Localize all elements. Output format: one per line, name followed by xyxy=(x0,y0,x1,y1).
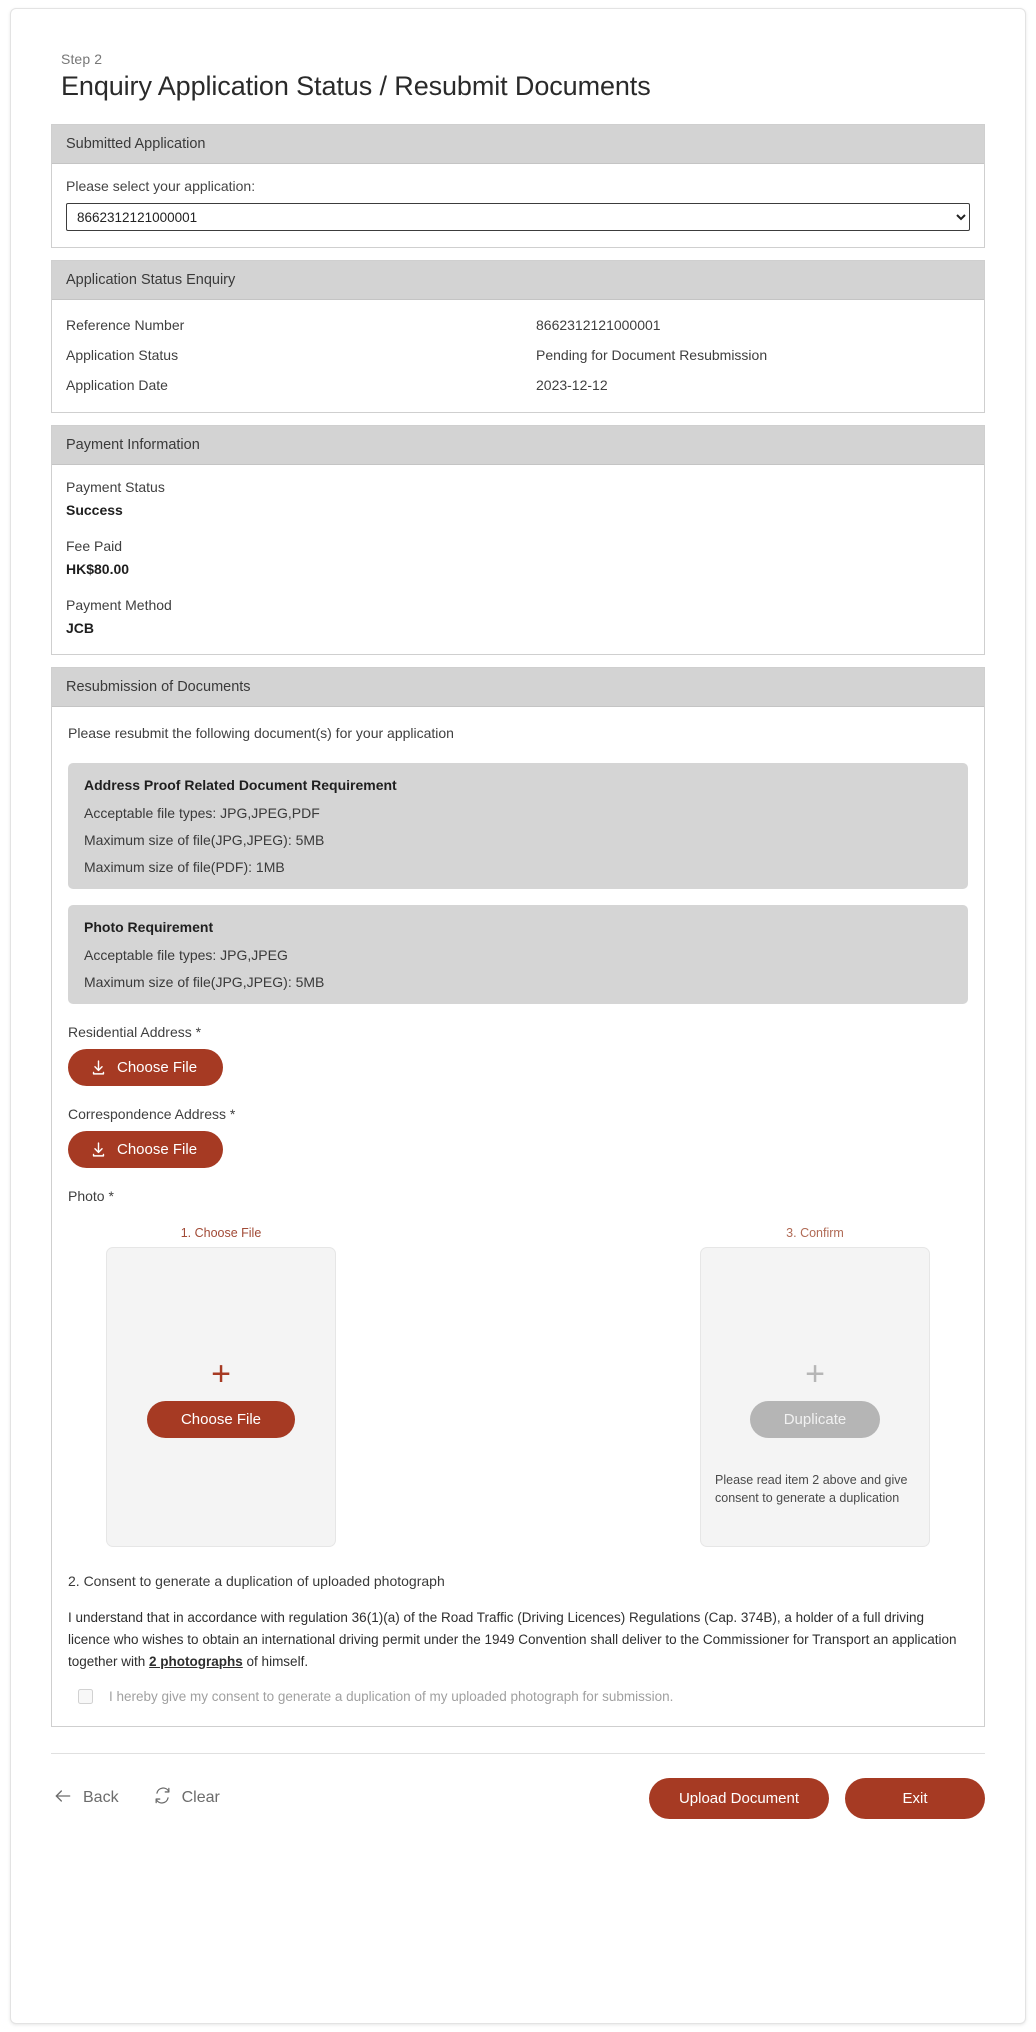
status-enquiry-body xyxy=(52,300,984,412)
refresh-icon xyxy=(153,1786,172,1810)
clear-button[interactable] xyxy=(151,1784,222,1812)
fee-paid-label: Fee Paid xyxy=(66,538,123,554)
consent-title: 2. Consent to generate a duplication of uploaded photograph xyxy=(68,1573,445,1589)
application-select-label: Please select your application: xyxy=(66,178,256,194)
photo-requirement-title: Photo Requirement xyxy=(84,919,214,935)
fee-paid-block xyxy=(66,538,970,577)
photo-step-1-label: 1. Choose File xyxy=(180,1226,262,1240)
residential-address-choose-file-label: Choose File xyxy=(117,1059,198,1076)
payment-status-block xyxy=(66,479,970,518)
photo-step-3-label: 3. Confirm xyxy=(786,1226,844,1240)
photo-label: Photo * xyxy=(68,1188,114,1204)
application-status-label: Application Status xyxy=(66,347,179,363)
payment-information-header: Payment Information xyxy=(52,426,984,465)
step-label: Step 2 xyxy=(61,51,103,67)
application-date-value: 2023-12-12 xyxy=(536,377,608,393)
address-proof-requirement-title: Address Proof Related Document Requirement xyxy=(84,777,397,793)
photo-requirement-card xyxy=(68,905,968,1004)
resubmission-body xyxy=(52,707,984,1726)
address-proof-requirement-card xyxy=(68,763,968,889)
back-button-label: Back xyxy=(83,1789,119,1807)
requirement-line: Maximum size of file(PDF): 1MB xyxy=(84,859,285,875)
exit-button[interactable]: Exit xyxy=(845,1778,985,1819)
consent-paragraph-before: I understand that in accordance with regulation 36(1)(a) of the Road Traffic (Driving Licences) Regulations (Cap. 374B), a holder of a full driving licence who wishes to obtain an international driving permit under the 1949 Convention shall deliver to the Commissioner for Transport an application together with xyxy=(68,1610,957,1669)
table-row xyxy=(66,374,970,396)
requirement-line: Acceptable file types: JPG,JPEG,PDF xyxy=(84,805,320,821)
photo-upload-area xyxy=(106,1226,930,1547)
reference-number-label: Reference Number xyxy=(66,317,185,333)
application-date-label: Application Date xyxy=(66,377,168,393)
correspondence-address-label: Correspondence Address * xyxy=(68,1106,236,1122)
resubmission-intro: Please resubmit the following document(s) for your application xyxy=(68,725,454,741)
plus-icon: + xyxy=(211,1354,231,1393)
consent-checkbox-row[interactable] xyxy=(68,1689,968,1704)
consent-paragraph-after: of himself. xyxy=(242,1653,309,1669)
photo-choose-dropzone[interactable] xyxy=(106,1247,336,1547)
download-icon xyxy=(90,1059,107,1076)
resubmission-panel xyxy=(51,667,985,1727)
payment-status-value: Success xyxy=(66,502,123,518)
correspondence-address-choose-file-button[interactable] xyxy=(68,1131,223,1168)
duplicate-button[interactable]: Duplicate xyxy=(750,1401,881,1438)
requirement-line: Maximum size of file(JPG,JPEG): 5MB xyxy=(84,832,325,848)
duplicate-hint-text: Please read item 2 above and give consent to generate a duplication xyxy=(715,1473,908,1506)
payment-information-panel xyxy=(51,425,985,655)
arrow-left-icon xyxy=(53,1786,73,1811)
photo-choose-column xyxy=(106,1226,336,1547)
resubmission-header: Resubmission of Documents xyxy=(52,668,984,707)
requirement-line: Maximum size of file(JPG,JPEG): 5MB xyxy=(84,974,325,990)
plus-icon: + xyxy=(805,1354,825,1393)
upload-document-button[interactable]: Upload Document xyxy=(649,1778,829,1819)
submitted-application-body xyxy=(52,164,984,247)
payment-method-value: JCB xyxy=(66,620,95,636)
fee-paid-value: HK$80.00 xyxy=(66,561,130,577)
clear-button-label: Clear xyxy=(181,1789,220,1807)
submitted-application-header: Submitted Application xyxy=(52,125,984,164)
footer xyxy=(11,1754,1025,1819)
consent-paragraph xyxy=(68,1607,968,1673)
page-content xyxy=(11,9,1025,1727)
payment-method-label: Payment Method xyxy=(66,597,172,613)
consent-checkbox[interactable] xyxy=(78,1689,93,1704)
status-enquiry-header: Application Status Enquiry xyxy=(52,261,984,300)
application-select-wrap xyxy=(66,203,970,231)
payment-method-block xyxy=(66,597,970,636)
photo-choose-file-button[interactable]: Choose File xyxy=(147,1401,295,1438)
footer-left-actions xyxy=(51,1784,222,1813)
consent-paragraph-emphasis: 2 photographs xyxy=(149,1653,243,1669)
footer-right-actions xyxy=(649,1778,985,1819)
status-enquiry-panel xyxy=(51,260,985,413)
photo-duplicate-dropzone xyxy=(700,1247,930,1547)
requirement-line: Acceptable file types: JPG,JPEG xyxy=(84,947,288,963)
application-select[interactable] xyxy=(66,203,970,231)
table-row xyxy=(66,344,970,366)
reference-number-value: 8662312121000001 xyxy=(536,317,661,333)
payment-information-body xyxy=(52,465,984,654)
application-status-value: Pending for Document Resubmission xyxy=(536,347,768,363)
back-button[interactable] xyxy=(51,1784,121,1813)
submitted-application-panel xyxy=(51,124,985,248)
photo-confirm-column xyxy=(700,1226,930,1547)
residential-address-label: Residential Address * xyxy=(68,1024,202,1040)
download-icon xyxy=(90,1141,107,1158)
correspondence-address-choose-file-label: Choose File xyxy=(117,1141,198,1158)
residential-address-choose-file-button[interactable] xyxy=(68,1049,223,1086)
consent-checkbox-label: I hereby give my consent to generate a duplication of my uploaded photograph for submission. xyxy=(109,1688,674,1704)
page-title: Enquiry Application Status / Resubmit Documents xyxy=(61,71,651,101)
payment-status-label: Payment Status xyxy=(66,479,165,495)
page-frame xyxy=(10,8,1026,2024)
table-row xyxy=(66,314,970,336)
